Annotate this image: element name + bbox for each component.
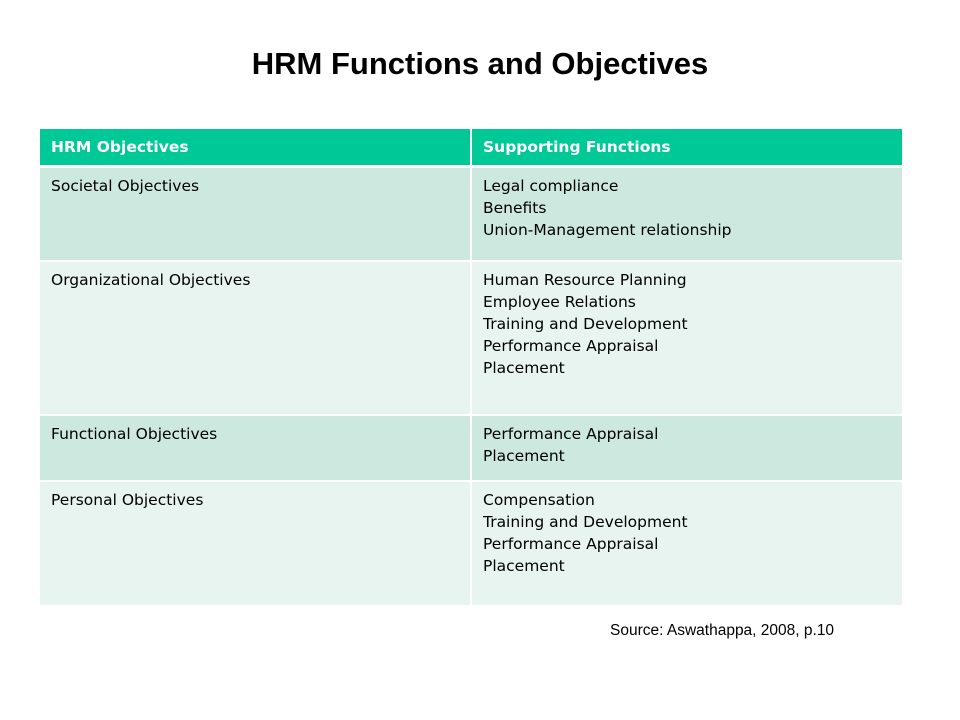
table-row [40, 481, 902, 606]
function-item: Legal compliance [483, 176, 619, 195]
function-item: Compensation [483, 491, 595, 509]
function-item: Union-Management relationship [483, 220, 732, 239]
function-item: Placement [483, 447, 565, 465]
objective-cell [40, 481, 471, 606]
objective-cell [40, 261, 471, 415]
function-item: Training and Development [483, 315, 688, 333]
objective-label: Personal Objectives [51, 491, 204, 509]
functions-cell [471, 481, 902, 606]
function-item: Training and Development [483, 513, 688, 531]
table-row [40, 166, 902, 261]
functions-cell [471, 261, 902, 415]
column-header-hrm-objectives: HRM Objectives [40, 129, 471, 166]
page-title: HRM Functions and Objectives [251, 46, 709, 81]
hrm-objectives-table [40, 129, 902, 607]
objective-label: Functional Objectives [51, 425, 218, 443]
source-citation: Source: Aswathappa, 2008, p.10 [610, 622, 835, 639]
function-item: Performance Appraisal [483, 337, 659, 355]
function-item: Placement [483, 557, 565, 575]
table-row [40, 261, 902, 415]
function-item: Employee Relations [483, 293, 636, 311]
objective-label: Societal Objectives [51, 176, 200, 195]
function-item: Performance Appraisal [483, 425, 659, 443]
function-item: Performance Appraisal [483, 535, 659, 553]
objective-cell [40, 415, 471, 481]
function-item: Benefits [483, 198, 547, 217]
function-item: Placement [483, 359, 565, 377]
column-header-supporting-functions: Supporting Functions [471, 129, 902, 166]
function-item: Human Resource Planning [483, 271, 687, 289]
functions-cell [471, 166, 902, 261]
table-row [40, 415, 902, 481]
objective-label: Organizational Objectives [51, 271, 251, 289]
table-header-row [40, 129, 902, 166]
objective-cell [40, 166, 471, 261]
functions-cell [471, 415, 902, 481]
